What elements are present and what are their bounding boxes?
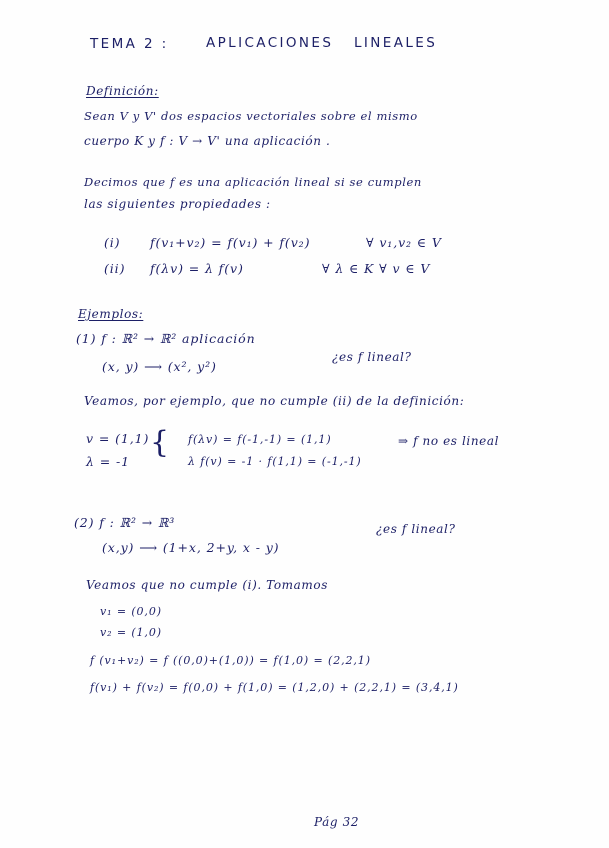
property-equation: f(v₁+v₂) = f(v₁) + f(v₂) — [150, 235, 311, 250]
property-label: (i) — [104, 235, 121, 250]
example-question: ¿es f lineal? — [376, 522, 456, 536]
example-conclusion: ⇒ f no es lineal — [398, 434, 500, 448]
definition-line: las siguientes propiedades : — [84, 197, 271, 211]
calculation-line: f (v₁+v₂) = f ((0,0)+(1,0)) = f(1,0) = (2,2,1) — [90, 654, 371, 667]
property-condition: ∀ λ ∈ K ∀ v ∈ V — [322, 261, 431, 276]
property-condition: ∀ v₁,v₂ ∈ V — [366, 235, 442, 250]
vector-definition: v₂ = (1,0) — [100, 626, 162, 639]
page-title-second: LINEALES — [354, 35, 438, 51]
topic-label: TEMA 2 : — [90, 36, 169, 52]
scalar-definition: λ = -1 — [86, 454, 130, 469]
definition-line: Decimos que f es una aplicación lineal si se cumplen — [84, 175, 422, 189]
brace-symbol: { — [150, 425, 170, 460]
vector-definition: v₁ = (0,0) — [100, 605, 162, 618]
definition-line: Sean V y V' dos espacios vectoriales sobre el mismo — [84, 109, 418, 123]
example-rule: (x,y) ⟶ (1+x, 2+y, x - y) — [102, 540, 280, 555]
example-map: (2) f : ℝ² → ℝ³ — [74, 515, 176, 530]
examples-heading: Ejemplos: — [78, 307, 144, 321]
page-title: APLICACIONES — [206, 35, 334, 51]
property-equation: f(λv) = λ f(v) — [150, 261, 244, 276]
example-intro: Veamos, por ejemplo, que no cumple (ii) de la definición: — [84, 394, 465, 408]
definition-heading: Definición: — [86, 84, 159, 98]
example-map: (1) f : ℝ² → ℝ² aplicación — [76, 331, 256, 346]
example-intro: Veamos que no cumple (i). Tomamos — [86, 578, 328, 592]
vector-definition: v = (1,1) — [86, 431, 150, 446]
calculation-line: f(λv) = f(-1,-1) = (1,1) — [188, 433, 332, 446]
example-question: ¿es f lineal? — [332, 350, 412, 364]
calculation-line: f(v₁) + f(v₂) = f(0,0) + f(1,0) = (1,2,0) + (2,2,1) = (3,4,1) — [90, 681, 459, 694]
definition-line: cuerpo K y f : V → V' una aplicación . — [84, 134, 331, 148]
calculation-line: λ f(v) = -1 · f(1,1) = (-1,-1) — [188, 455, 362, 468]
example-rule: (x, y) ⟶ (x², y²) — [102, 359, 217, 374]
property-label: (ii) — [104, 261, 126, 276]
page-number: Pág 32 — [314, 815, 360, 829]
